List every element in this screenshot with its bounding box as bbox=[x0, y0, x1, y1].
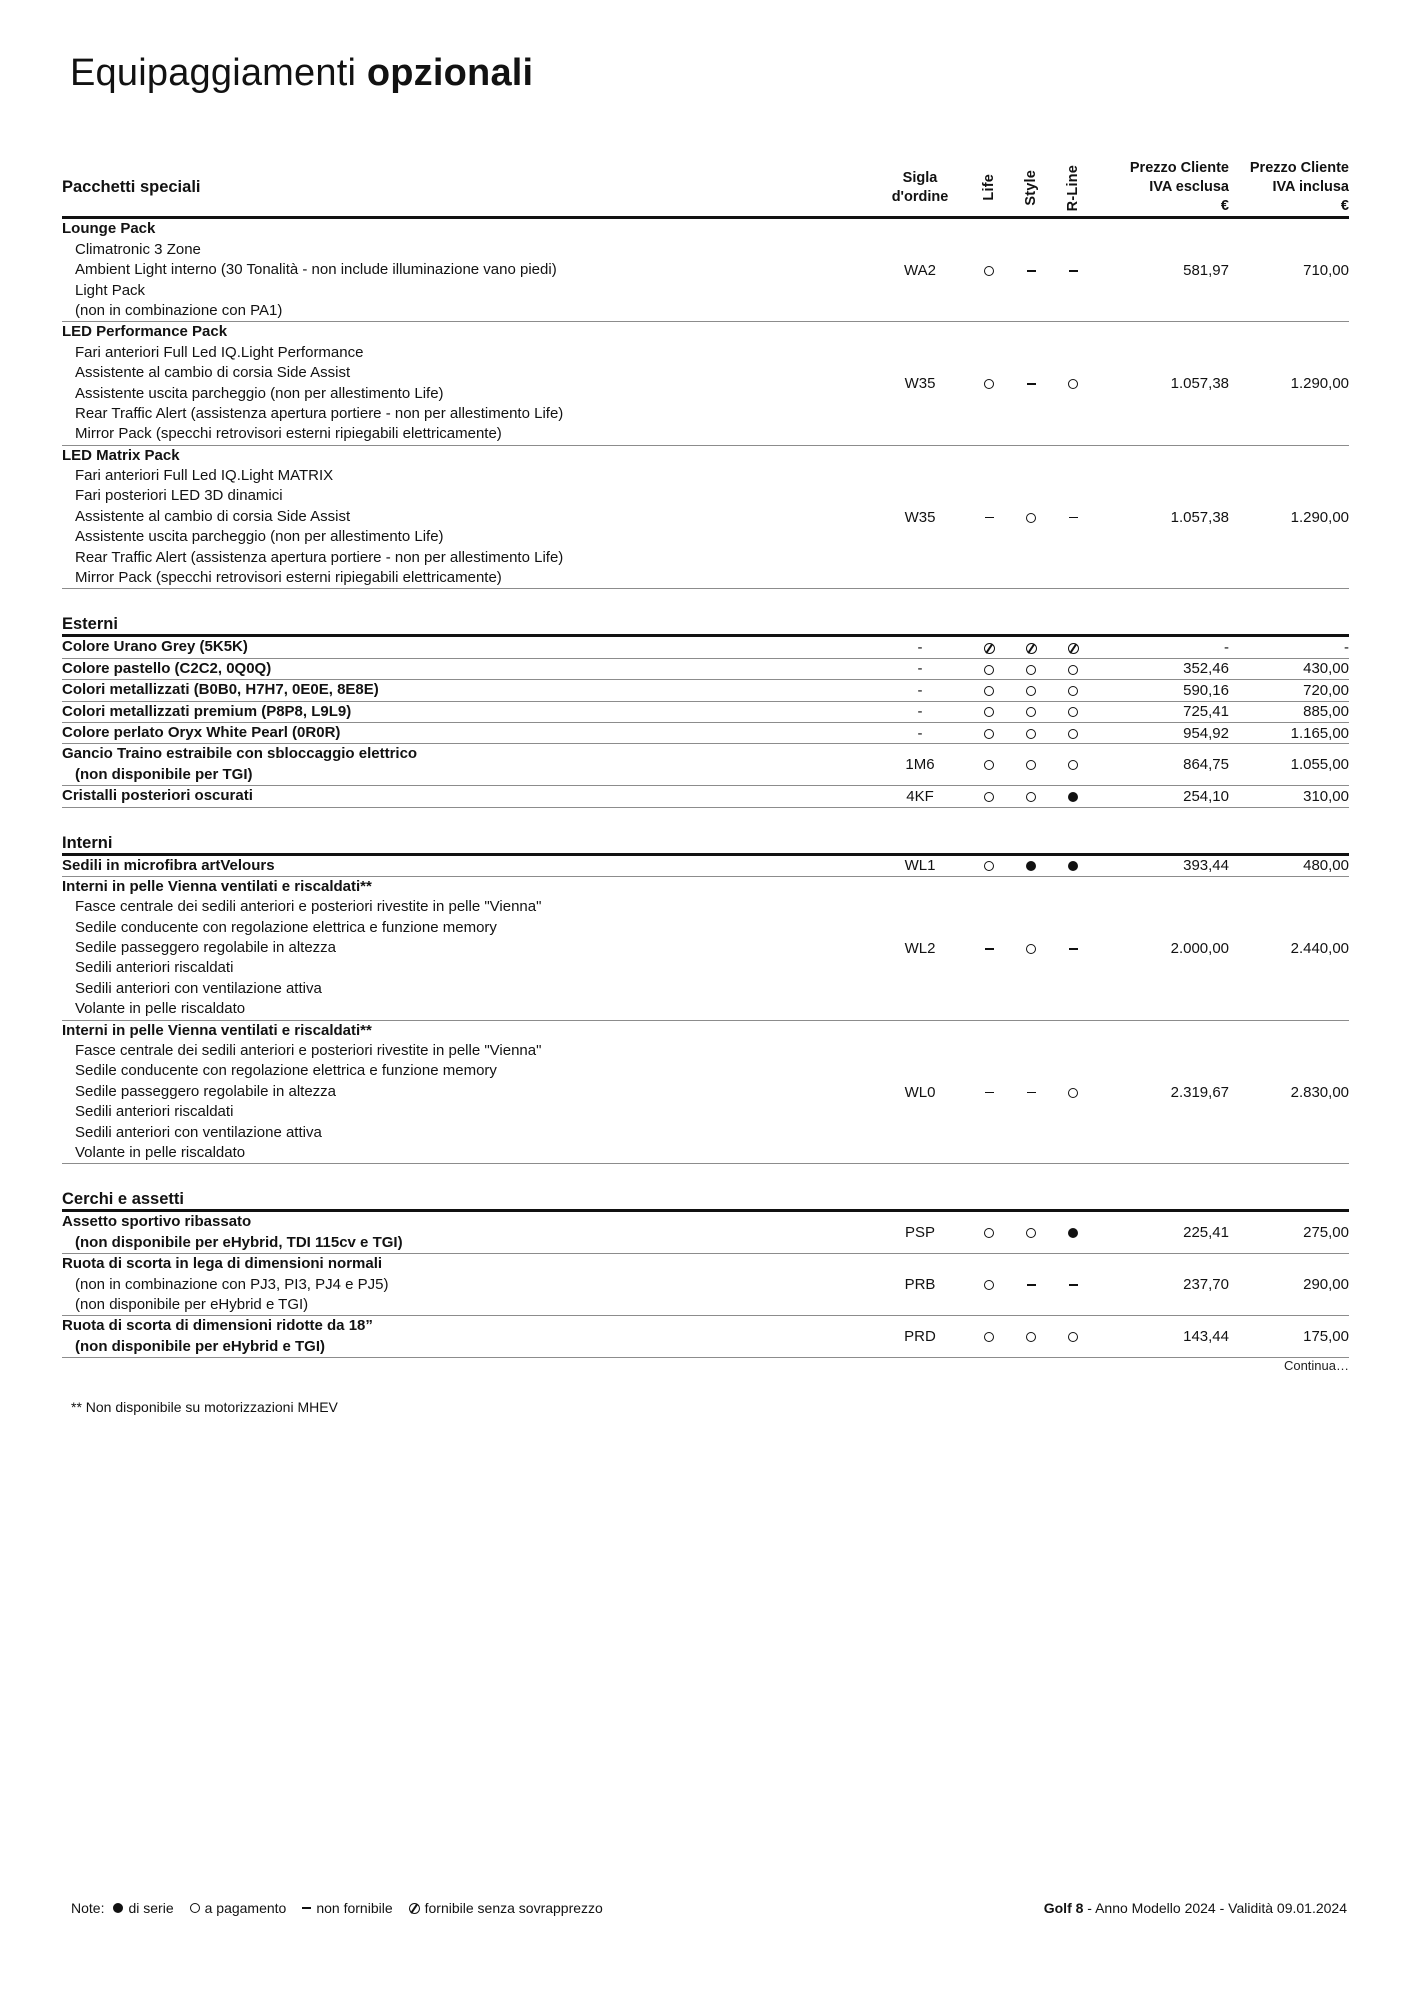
availability-style bbox=[1010, 876, 1052, 1019]
marker-paid-icon bbox=[984, 1228, 994, 1238]
model-name: Golf 8 bbox=[1043, 1900, 1084, 1916]
price-excl-vat: 864,75 bbox=[1183, 756, 1229, 774]
marker-paid-icon bbox=[1068, 760, 1078, 770]
marker-free-icon bbox=[1026, 643, 1037, 654]
legend-item-slash bbox=[409, 1900, 603, 1916]
price-excl-vat: 352,46 bbox=[1183, 660, 1229, 678]
availability-life bbox=[968, 1254, 1010, 1316]
price-excl-vat: 590,16 bbox=[1183, 681, 1229, 699]
availability-rline bbox=[1052, 680, 1094, 701]
order-code: W35 bbox=[904, 375, 936, 392]
continua-row bbox=[62, 1358, 1349, 1374]
row-subitem: Sedile conducente con regolazione elettrica e funzione memory bbox=[75, 918, 497, 936]
price-excl-vat: 725,41 bbox=[1183, 703, 1229, 721]
availability-life bbox=[968, 1316, 1010, 1357]
availability-style bbox=[1010, 1254, 1052, 1316]
row-subitem: Assistente al cambio di corsia Side Assist bbox=[75, 507, 351, 525]
marker-standard-icon bbox=[1026, 861, 1036, 871]
availability-style bbox=[1010, 445, 1052, 588]
marker-free-icon bbox=[409, 1903, 420, 1914]
row-subitem: Volante in pelle riscaldato bbox=[75, 1144, 246, 1161]
row-subitem: Fasce centrale dei sedili anteriori e posteriori rivestite in pelle "Vienna" bbox=[75, 1042, 542, 1060]
row-title: Colore Urano Grey (5K5K) bbox=[62, 638, 248, 656]
price-incl-vat: - bbox=[1344, 639, 1349, 657]
row-subitem: (non in combinazione con PJ3, PI3, PJ4 e PJ5) bbox=[75, 1275, 389, 1293]
price-incl-vat: 2.830,00 bbox=[1290, 1083, 1349, 1101]
row-subitem: (non disponibile per eHybrid, TDI 115cv e TGI) bbox=[75, 1233, 403, 1251]
order-code: - bbox=[917, 681, 923, 699]
header-price-excl: Prezzo Cliente IVA esclusa € bbox=[1129, 160, 1229, 215]
marker-unavailable-icon bbox=[1027, 1284, 1036, 1286]
row-title: Colore pastello (C2C2, 0Q0Q) bbox=[62, 659, 272, 677]
price-excl-vat: 143,44 bbox=[1183, 1328, 1229, 1346]
row-description bbox=[62, 786, 872, 807]
availability-rline bbox=[1052, 786, 1094, 807]
row-description bbox=[62, 1254, 872, 1316]
availability-style bbox=[1010, 322, 1052, 445]
availability-rline bbox=[1052, 744, 1094, 785]
row-subitem: Sedile conducente con regolazione elettrica e funzione memory bbox=[75, 1062, 497, 1080]
order-code: PRB bbox=[904, 1276, 936, 1294]
price-incl-vat: 290,00 bbox=[1303, 1276, 1349, 1294]
availability-rline bbox=[1052, 722, 1094, 743]
row-title: Colori metallizzati (B0B0, H7H7, 0E0E, 8E8E) bbox=[62, 681, 379, 699]
marker-paid-icon bbox=[984, 686, 994, 696]
row-description bbox=[62, 744, 872, 785]
marker-paid-icon bbox=[1068, 707, 1078, 717]
header-style: Style bbox=[1023, 169, 1039, 206]
header-life: Life bbox=[981, 174, 997, 201]
row-description bbox=[62, 701, 872, 722]
price-incl-vat: 480,00 bbox=[1303, 857, 1349, 875]
marker-unavailable-icon bbox=[985, 517, 994, 519]
row-subitem: Volante in pelle riscaldato bbox=[75, 1000, 246, 1018]
row-title: Colori metallizzati premium (P8P8, L9L9) bbox=[62, 702, 352, 720]
row-title: Assetto sportivo ribassato bbox=[62, 1213, 252, 1231]
order-code: WL0 bbox=[904, 1083, 936, 1101]
price-excl-vat: 1.057,38 bbox=[1170, 508, 1229, 526]
availability-life bbox=[968, 1211, 1010, 1253]
row-subitem: Fari posteriori LED 3D dinamici bbox=[75, 487, 283, 505]
marker-unavailable-icon bbox=[1069, 1284, 1078, 1286]
availability-life bbox=[968, 636, 1010, 658]
row-description bbox=[62, 1211, 872, 1253]
marker-paid-icon bbox=[1026, 944, 1036, 954]
availability-style bbox=[1010, 680, 1052, 701]
header-section-label: Pacchetti speciali bbox=[62, 178, 201, 197]
availability-rline bbox=[1052, 636, 1094, 658]
order-code: - bbox=[917, 639, 923, 657]
table-row bbox=[62, 876, 1349, 1019]
price-excl-vat: 2.319,67 bbox=[1170, 1083, 1229, 1101]
price-excl-vat: - bbox=[1224, 639, 1229, 657]
table-row bbox=[62, 701, 1349, 722]
row-subitem: (non disponibile per eHybrid e TGI) bbox=[75, 1295, 309, 1313]
row-subitem: Fari anteriori Full Led IQ.Light MATRIX bbox=[75, 467, 334, 485]
order-code: PSP bbox=[904, 1224, 935, 1242]
row-title: Colore perlato Oryx White Pearl (0R0R) bbox=[62, 723, 341, 741]
legend-note-label: Note: bbox=[71, 1900, 105, 1916]
row-description bbox=[62, 1020, 872, 1163]
marker-paid-icon bbox=[1068, 729, 1078, 739]
table-row bbox=[62, 722, 1349, 743]
row-description bbox=[62, 722, 872, 743]
row-subitem: Sedili anteriori con ventilazione attiva bbox=[75, 979, 322, 997]
row-subitem: Rear Traffic Alert (assistenza apertura portiere - non per allestimento Life) bbox=[75, 404, 564, 422]
marker-paid-icon bbox=[984, 760, 994, 770]
row-title: Ruota di scorta di dimensioni ridotte da 18” bbox=[62, 1317, 373, 1335]
optional-equipment-table bbox=[62, 159, 1349, 1373]
continua-label: Continua… bbox=[1283, 1358, 1349, 1374]
price-incl-vat: 175,00 bbox=[1303, 1328, 1349, 1346]
availability-life bbox=[968, 722, 1010, 743]
row-subitem: Sedili anteriori riscaldati bbox=[75, 959, 234, 977]
availability-rline bbox=[1052, 658, 1094, 679]
row-subitem: Sedile passeggero regolabile in altezza bbox=[75, 939, 337, 957]
marker-unavailable-icon bbox=[1027, 383, 1036, 385]
price-excl-vat: 954,92 bbox=[1183, 724, 1229, 742]
row-subitem: Rear Traffic Alert (assistenza apertura portiere - non per allestimento Life) bbox=[75, 548, 564, 566]
availability-life bbox=[968, 786, 1010, 807]
availability-life bbox=[968, 322, 1010, 445]
marker-paid-icon bbox=[1026, 760, 1036, 770]
availability-life bbox=[968, 854, 1010, 876]
availability-rline bbox=[1052, 1020, 1094, 1163]
table-row bbox=[62, 854, 1349, 876]
row-title: Interni in pelle Vienna ventilati e riscaldati** bbox=[62, 877, 372, 895]
price-excl-vat: 581,97 bbox=[1183, 261, 1229, 279]
row-subitem: Fasce centrale dei sedili anteriori e posteriori rivestite in pelle "Vienna" bbox=[75, 898, 542, 916]
row-title: Lounge Pack bbox=[62, 220, 156, 238]
table-row bbox=[62, 218, 1349, 321]
marker-free-icon bbox=[984, 643, 995, 654]
availability-life bbox=[968, 680, 1010, 701]
row-subitem: Fari anteriori Full Led IQ.Light Performance bbox=[75, 343, 364, 361]
row-subitem: Light Pack bbox=[75, 281, 146, 299]
row-title: LED Matrix Pack bbox=[62, 446, 180, 464]
table-row bbox=[62, 1211, 1349, 1253]
marker-unavailable-icon bbox=[1027, 1092, 1036, 1094]
marker-paid-icon bbox=[984, 266, 994, 276]
marker-unavailable-icon bbox=[1069, 517, 1078, 519]
table-row bbox=[62, 636, 1349, 658]
price-incl-vat: 720,00 bbox=[1303, 681, 1349, 699]
section-title-interni: Interni bbox=[62, 833, 113, 852]
marker-paid-icon bbox=[1026, 1228, 1036, 1238]
row-subitem: Sedili anteriori riscaldati bbox=[75, 1103, 234, 1121]
row-description bbox=[62, 218, 872, 321]
row-subitem: (non disponibile per TGI) bbox=[75, 765, 253, 783]
marker-standard-icon bbox=[1068, 861, 1078, 871]
row-description bbox=[62, 680, 872, 701]
order-code: WL2 bbox=[904, 939, 936, 957]
price-incl-vat: 275,00 bbox=[1303, 1224, 1349, 1242]
price-excl-vat: 254,10 bbox=[1183, 787, 1229, 805]
marker-unavailable-icon bbox=[1027, 270, 1036, 272]
row-title: Interni in pelle Vienna ventilati e riscaldati** bbox=[62, 1021, 372, 1039]
price-excl-vat: 237,70 bbox=[1183, 1276, 1229, 1294]
marker-paid-icon bbox=[984, 861, 994, 871]
legend-item-label: di serie bbox=[128, 1900, 174, 1916]
marker-unavailable-icon bbox=[985, 948, 994, 950]
availability-rline bbox=[1052, 445, 1094, 588]
price-incl-vat: 1.055,00 bbox=[1290, 756, 1349, 774]
page-title-light: Equipaggiamenti bbox=[70, 52, 367, 94]
order-code: 4KF bbox=[906, 787, 934, 805]
price-incl-vat: 430,00 bbox=[1303, 660, 1349, 678]
row-subitem: Assistente uscita parcheggio (non per allestimento Life) bbox=[75, 528, 444, 546]
legend-item-label: a pagamento bbox=[204, 1900, 287, 1916]
availability-rline bbox=[1052, 701, 1094, 722]
order-code: W35 bbox=[904, 508, 936, 526]
table-row bbox=[62, 680, 1349, 701]
row-subitem: Sedili anteriori con ventilazione attiva bbox=[75, 1123, 322, 1141]
order-code: - bbox=[917, 703, 923, 721]
section-title-esterni: Esterni bbox=[62, 615, 118, 634]
marker-standard-icon bbox=[113, 1903, 123, 1913]
row-subitem: Climatronic 3 Zone bbox=[75, 240, 201, 258]
price-excl-vat: 2.000,00 bbox=[1170, 939, 1229, 957]
marker-paid-icon bbox=[984, 729, 994, 739]
table-row bbox=[62, 786, 1349, 807]
row-subitem: (non in combinazione con PA1) bbox=[75, 301, 283, 319]
price-incl-vat: 310,00 bbox=[1303, 787, 1349, 805]
availability-style bbox=[1010, 854, 1052, 876]
price-excl-vat: 393,44 bbox=[1183, 857, 1229, 875]
row-subitem: Assistente al cambio di corsia Side Assist bbox=[75, 364, 351, 382]
marker-standard-icon bbox=[1068, 792, 1078, 802]
row-spacer bbox=[62, 807, 1349, 834]
marker-paid-icon bbox=[1026, 792, 1036, 802]
availability-life bbox=[968, 876, 1010, 1019]
row-description bbox=[62, 636, 872, 658]
header-price-incl: Prezzo Cliente IVA inclusa € bbox=[1249, 160, 1349, 215]
marker-unavailable-icon bbox=[985, 1092, 994, 1094]
row-subitem: (non disponibile per eHybrid e TGI) bbox=[75, 1337, 326, 1355]
availability-rline bbox=[1052, 876, 1094, 1019]
legend-item-open bbox=[190, 1900, 287, 1916]
order-code: WA2 bbox=[904, 261, 936, 279]
row-subitem: Ambient Light interno (30 Tonalità - non include illuminazione vano piedi) bbox=[75, 261, 557, 279]
marker-paid-icon bbox=[1068, 379, 1078, 389]
price-incl-vat: 1.165,00 bbox=[1290, 724, 1349, 742]
availability-life bbox=[968, 744, 1010, 785]
marker-paid-icon bbox=[1026, 686, 1036, 696]
section-title-cerchi: Cerchi e assetti bbox=[62, 1190, 184, 1209]
availability-rline bbox=[1052, 1211, 1094, 1253]
marker-paid-icon bbox=[984, 665, 994, 675]
legend-item-dash bbox=[302, 1900, 392, 1916]
order-code: WL1 bbox=[904, 857, 936, 875]
marker-paid-icon bbox=[984, 792, 994, 802]
availability-rline bbox=[1052, 1316, 1094, 1357]
legend-item-label: non fornibile bbox=[316, 1900, 393, 1916]
row-subitem: Mirror Pack (specchi retrovisori esterni ripiegabili elettricamente) bbox=[75, 569, 502, 587]
page-footer bbox=[62, 1900, 1351, 1916]
marker-paid-icon bbox=[1068, 665, 1078, 675]
order-code: - bbox=[917, 660, 923, 678]
marker-paid-icon bbox=[1026, 665, 1036, 675]
marker-paid-icon bbox=[1026, 513, 1036, 523]
row-description bbox=[62, 854, 872, 876]
availability-life bbox=[968, 658, 1010, 679]
marker-paid-icon bbox=[984, 1280, 994, 1290]
availability-rline bbox=[1052, 322, 1094, 445]
marker-paid-icon bbox=[984, 379, 994, 389]
order-code: PRD bbox=[904, 1328, 936, 1346]
row-subitem: Sedile passeggero regolabile in altezza bbox=[75, 1082, 337, 1100]
legend bbox=[71, 1900, 612, 1916]
price-excl-vat: 1.057,38 bbox=[1170, 375, 1229, 392]
price-incl-vat: 1.290,00 bbox=[1290, 375, 1349, 392]
marker-paid-icon bbox=[1026, 1332, 1036, 1342]
row-title: Cristalli posteriori oscurati bbox=[62, 787, 253, 805]
availability-style bbox=[1010, 722, 1052, 743]
table-row bbox=[62, 1254, 1349, 1316]
table-row bbox=[62, 1316, 1349, 1357]
row-subitem: Assistente uscita parcheggio (non per allestimento Life) bbox=[75, 384, 444, 402]
order-code: - bbox=[917, 724, 923, 742]
table-row bbox=[62, 658, 1349, 679]
availability-rline bbox=[1052, 1254, 1094, 1316]
price-incl-vat: 1.290,00 bbox=[1290, 508, 1349, 526]
availability-style bbox=[1010, 744, 1052, 785]
availability-life bbox=[968, 218, 1010, 321]
row-title: Sedili in microfibra artVelours bbox=[62, 856, 275, 874]
table-row bbox=[62, 322, 1349, 445]
marker-paid-icon bbox=[1068, 1332, 1078, 1342]
table-row bbox=[62, 1020, 1349, 1163]
model-validity-text: - Anno Modello 2024 - Validità 09.01.2024 bbox=[1083, 1900, 1347, 1916]
availability-style bbox=[1010, 218, 1052, 321]
marker-standard-icon bbox=[1068, 1228, 1078, 1238]
order-code: 1M6 bbox=[905, 756, 935, 774]
row-title: Gancio Traino estraibile con sbloccaggio elettrico bbox=[62, 745, 418, 763]
availability-style bbox=[1010, 786, 1052, 807]
marker-paid-icon bbox=[1068, 686, 1078, 696]
marker-paid-icon bbox=[1026, 729, 1036, 739]
row-description bbox=[62, 658, 872, 679]
availability-life bbox=[968, 445, 1010, 588]
availability-style bbox=[1010, 1211, 1052, 1253]
marker-paid-icon bbox=[190, 1903, 200, 1913]
marker-unavailable-icon bbox=[302, 1907, 311, 1909]
header-rline: R-Line bbox=[1065, 164, 1081, 211]
marker-paid-icon bbox=[1026, 707, 1036, 717]
row-subitem: Mirror Pack (specchi retrovisori esterni ripiegabili elettricamente) bbox=[75, 425, 502, 443]
availability-style bbox=[1010, 701, 1052, 722]
marker-unavailable-icon bbox=[1069, 948, 1078, 950]
availability-life bbox=[968, 701, 1010, 722]
marker-paid-icon bbox=[1068, 1088, 1078, 1098]
availability-style bbox=[1010, 1020, 1052, 1163]
table-row bbox=[62, 744, 1349, 785]
price-incl-vat: 885,00 bbox=[1303, 703, 1349, 721]
availability-style bbox=[1010, 636, 1052, 658]
row-description bbox=[62, 1316, 872, 1357]
table-header-row bbox=[62, 159, 1349, 216]
price-incl-vat: 2.440,00 bbox=[1290, 939, 1349, 957]
row-description bbox=[62, 322, 872, 445]
page-title-bold: opzionali bbox=[366, 52, 534, 94]
row-title: LED Performance Pack bbox=[62, 323, 228, 341]
availability-style bbox=[1010, 658, 1052, 679]
price-incl-vat: 710,00 bbox=[1303, 261, 1349, 279]
marker-free-icon bbox=[1068, 643, 1079, 654]
row-title: Ruota di scorta in lega di dimensioni normali bbox=[62, 1255, 383, 1273]
marker-unavailable-icon bbox=[1069, 270, 1078, 272]
availability-life bbox=[968, 1020, 1010, 1163]
marker-paid-icon bbox=[984, 1332, 994, 1342]
marker-paid-icon bbox=[984, 707, 994, 717]
table-body bbox=[62, 159, 1349, 1373]
model-validity bbox=[1044, 1900, 1351, 1916]
table-row bbox=[62, 445, 1349, 588]
page-title bbox=[70, 52, 1351, 95]
row-description bbox=[62, 876, 872, 1019]
availability-rline bbox=[1052, 218, 1094, 321]
row-spacer bbox=[62, 589, 1349, 616]
header-order-code: Sigla d'ordine bbox=[891, 169, 949, 205]
legend-item-filled bbox=[113, 1900, 173, 1916]
legend-item-label: fornibile senza sovrapprezzo bbox=[424, 1900, 603, 1916]
row-description bbox=[62, 445, 872, 588]
row-spacer bbox=[62, 1164, 1349, 1191]
footnote: ** Non disponibile su motorizzazioni MHEV bbox=[71, 1399, 338, 1416]
availability-rline bbox=[1052, 854, 1094, 876]
price-excl-vat: 225,41 bbox=[1183, 1224, 1229, 1242]
availability-style bbox=[1010, 1316, 1052, 1357]
